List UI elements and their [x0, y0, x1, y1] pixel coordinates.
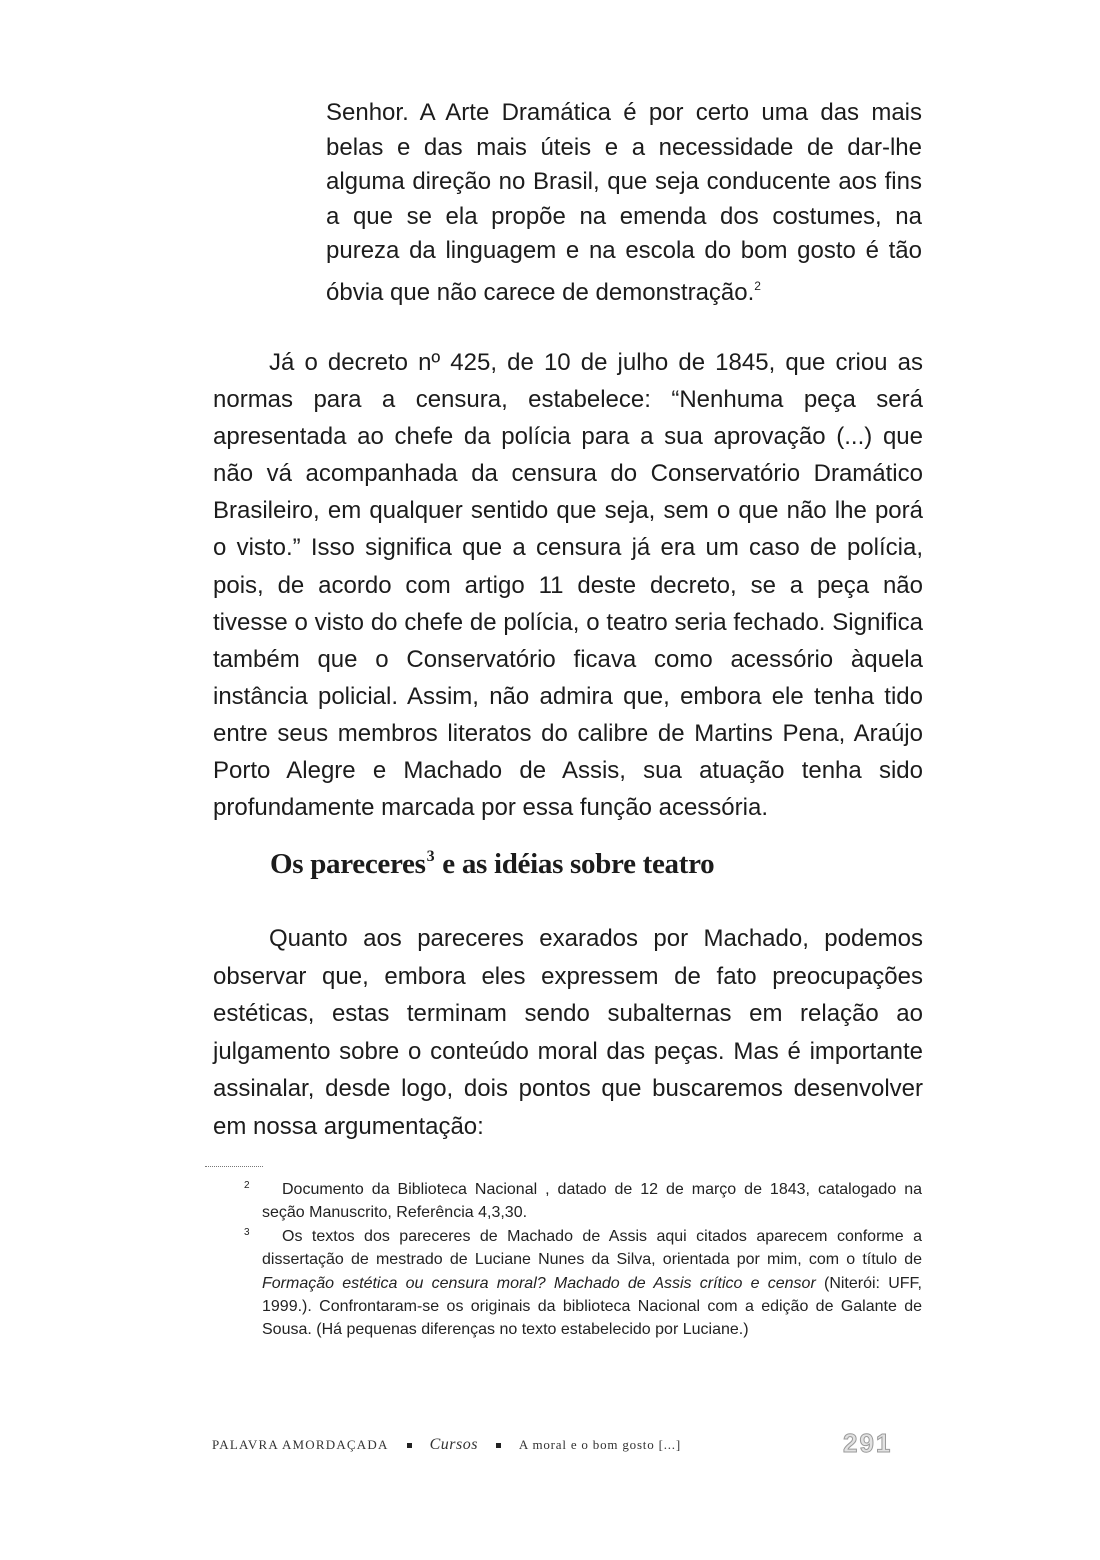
footer-separator	[496, 1443, 501, 1448]
footer-book-title: PALAVRA AMORDAÇADA	[212, 1437, 389, 1452]
footnote-text: Os textos dos pareceres de Machado de Assis aqui citados aparecem conforme a dissertação de mestrado de Luciane Nunes da Silva, orientada por mim, com o título de	[262, 1227, 922, 1269]
footnote-number: 2	[244, 1180, 250, 1191]
footnote-2	[244, 1178, 922, 1225]
footnote-divider	[205, 1166, 263, 1167]
block-quote	[326, 96, 922, 311]
page-number: 291	[843, 1428, 893, 1458]
footnote-ref-2[interactable]: 2	[754, 278, 761, 293]
footnote-ref-3[interactable]: 3	[426, 848, 435, 865]
running-footer	[212, 1436, 681, 1454]
footnote-3	[244, 1225, 922, 1342]
body-paragraph-2: Quanto aos pareceres exarados por Machado, podemos observar que, embora eles expressem de fato preocupações estéticas, estas terminam sendo subalternas em relação ao julgamento sobre o conteúdo moral das peças. Mas é importante assinalar, desde logo, dois pontos que buscaremos desenvolver em nossa argumentação:	[213, 925, 923, 1140]
footnotes	[244, 1178, 922, 1342]
heading-text-part1: Os pareceres	[270, 848, 426, 880]
body-paragraph-1: Já o decreto nº 425, de 10 de julho de 1845, que criou as normas para a censura, estabelece: “Nenhuma peça será apresentada ao chefe da polícia para a sua aprovação (...) que não vá acompanhada da censura do Conservatório Dramático Brasileiro, em qualquer sentido que seja, sem o que não lhe porá o visto.” Isso significa que a censura já era um caso de polícia, pois, de acordo com artigo 11 deste decreto, se a peça não tivesse o visto do chefe de polícia, o teatro seria fechado. Significa também que o Conservatório ficava como acessório àquela instância policial. Assim, não admira que, embora ele tenha tido entre seus membros literatos do calibre de Martins Pena, Araújo Porto Alegre e Machado de Assis, sua atuação tenha sido profundamente marcada por essa função acessória.	[213, 349, 923, 822]
footer-separator	[407, 1443, 412, 1448]
heading-text-part2: e as idéias sobre teatro	[442, 848, 715, 880]
footnote-text-continued: (Niterói: UFF, 1999.). Confrontaram-se os originais da biblioteca Nacional com a edição de Galante de Sousa. (Há pequenas diferenças no texto estabelecido por Luciane.)	[262, 1274, 922, 1339]
footnote-text: Documento da Biblioteca Nacional , datado de 12 de março de 1843, catalogado na seção Manuscrito, Referência 4,3,30.	[262, 1181, 922, 1222]
footnote-number: 3	[244, 1226, 250, 1238]
footer-chapter-title: A moral e o bom gosto [...]	[518, 1437, 681, 1452]
footer-series: Cursos	[429, 1436, 478, 1453]
section-heading	[270, 848, 714, 881]
footnote-cited-title: Formação estética ou censura moral? Machado de Assis crítico e censor	[262, 1274, 816, 1292]
quote-text: Senhor. A Arte Dramática é por certo uma das mais belas e das mais úteis e a necessidade de dar-lhe alguma direção no Brasil, que seja conducente aos fins a que se ela propõe na emenda dos costumes, na pureza da linguagem e na escola do bom gosto é tão óbvia que não carece de demonstração.	[326, 99, 922, 306]
